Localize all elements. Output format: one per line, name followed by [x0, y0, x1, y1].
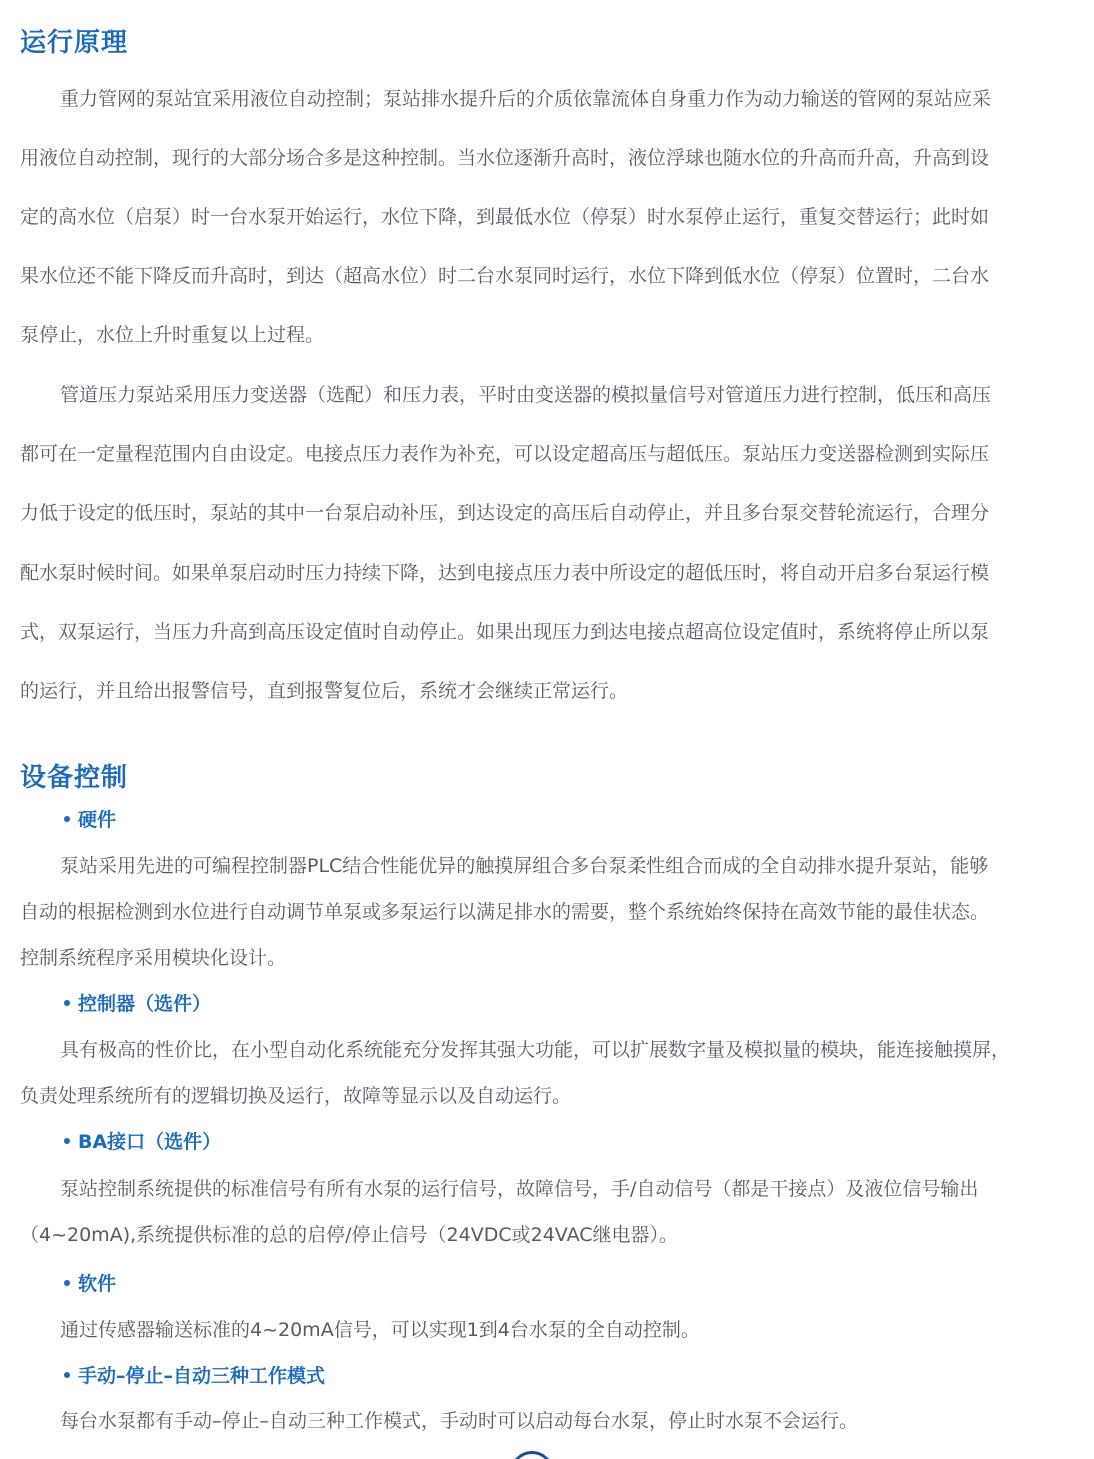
- bullet-icon: [64, 1000, 70, 1006]
- bullet-icon: [64, 1138, 70, 1144]
- paragraph-line: 的运行，并且给出报警信号，直到报警复位后，系统才会继续正常运行。: [20, 680, 629, 702]
- paragraph-line: 式，双泵运行，当压力升高到高压设定值时自动停止。如果出现压力到达电接点超高位设定值时，系统将停止所以泵: [20, 621, 990, 643]
- circle-icon: [510, 1451, 554, 1459]
- subheading-controller: 控制器（选件）: [64, 992, 211, 1016]
- paragraph-line: 都可在一定量程范围内自由设定。电接点压力表作为补充，可以设定超高压与超低压。泵站压力变送器检测到实际压: [20, 443, 990, 465]
- paragraph-line: 控制系统程序采用模块化设计。: [20, 947, 287, 969]
- paragraph-line: 泵停止，水位上升时重复以上过程。: [20, 324, 325, 346]
- paragraph-line: 泵站控制系统提供的标准信号有所有水泵的运行信号，故障信号，手/自动信号（都是干接点）及液位信号输出: [60, 1178, 979, 1200]
- paragraph-line: 泵站采用先进的可编程控制器PLC结合性能优异的触摸屏组合多台泵柔性组合而成的全自动排水提升泵站，能够: [60, 855, 989, 877]
- paragraph-line: 负责处理系统所有的逻辑切换及运行，故障等显示以及自动运行。: [20, 1085, 572, 1107]
- paragraph-line: 每台水泵都有手动–停止–自动三种工作模式，手动时可以启动每台水泵，停止时水泵不会运行。: [60, 1410, 859, 1432]
- paragraph-line: 自动的根据检测到水位进行自动调节单泵或多泵运行以满足排水的需要，整个系统始终保持在高效节能的最佳状态。: [20, 901, 990, 923]
- paragraph-line: 配水泵时候时间。如果单泵启动时压力持续下降，达到电接点压力表中所设定的超低压时，将自动开启多台泵运行模: [20, 562, 990, 584]
- subheading-hardware: 硬件: [64, 808, 116, 832]
- subheading-ba-interface: BA接口（选件）: [64, 1130, 221, 1154]
- paragraph-line: 用液位自动控制，现行的大部分场合多是这种控制。当水位逐渐升高时，液位浮球也随水位的升高而升高，升高到设: [20, 147, 990, 169]
- paragraph-line: 具有极高的性价比，在小型自动化系统能充分发挥其强大功能，可以扩展数字量及模拟量的模块，能连接触摸屏，: [60, 1039, 1011, 1061]
- bullet-icon: [64, 1280, 70, 1286]
- paragraph-line: （4~20mA),系统提供标准的总的启停/停止信号（24VDC或24VAC继电器）。: [20, 1224, 679, 1246]
- paragraph-line: 重力管网的泵站宜采用液位自动控制；泵站排水提升后的介质依靠流体自身重力作为动力输送的管网的泵站应采: [60, 88, 992, 110]
- paragraph-line: 果水位还不能下降反而升高时，到达（超高水位）时二台水泵同时运行，水位下降到低水位（停泵）位置时，二台水: [20, 265, 990, 287]
- section-title-equipment-control: 设备控制: [20, 763, 129, 793]
- bullet-icon: [64, 816, 70, 822]
- section-title-operating-principle: 运行原理: [20, 28, 129, 58]
- paragraph-line: 力低于设定的低压时，泵站的其中一台泵启动补压，到达设定的高压后自动停止，并且多台泵交替轮流运行，合理分: [20, 502, 990, 524]
- subheading-software: 软件: [64, 1272, 116, 1296]
- bullet-icon: [64, 1372, 70, 1378]
- paragraph-line: 通过传感器输送标准的4~20mA信号，可以实现1到4台水泵的全自动控制。: [60, 1319, 700, 1341]
- paragraph-line: 定的高水位（启泵）时一台水泵开始运行，水位下降，到最低水位（停泵）时水泵停止运行，重复交替运行；此时如: [20, 206, 990, 228]
- paragraph-line: 管道压力泵站采用压力变送器（选配）和压力表，平时由变送器的模拟量信号对管道压力进行控制，低压和高压: [60, 384, 992, 406]
- subheading-work-modes: 手动–停止–自动三种工作模式: [64, 1364, 325, 1388]
